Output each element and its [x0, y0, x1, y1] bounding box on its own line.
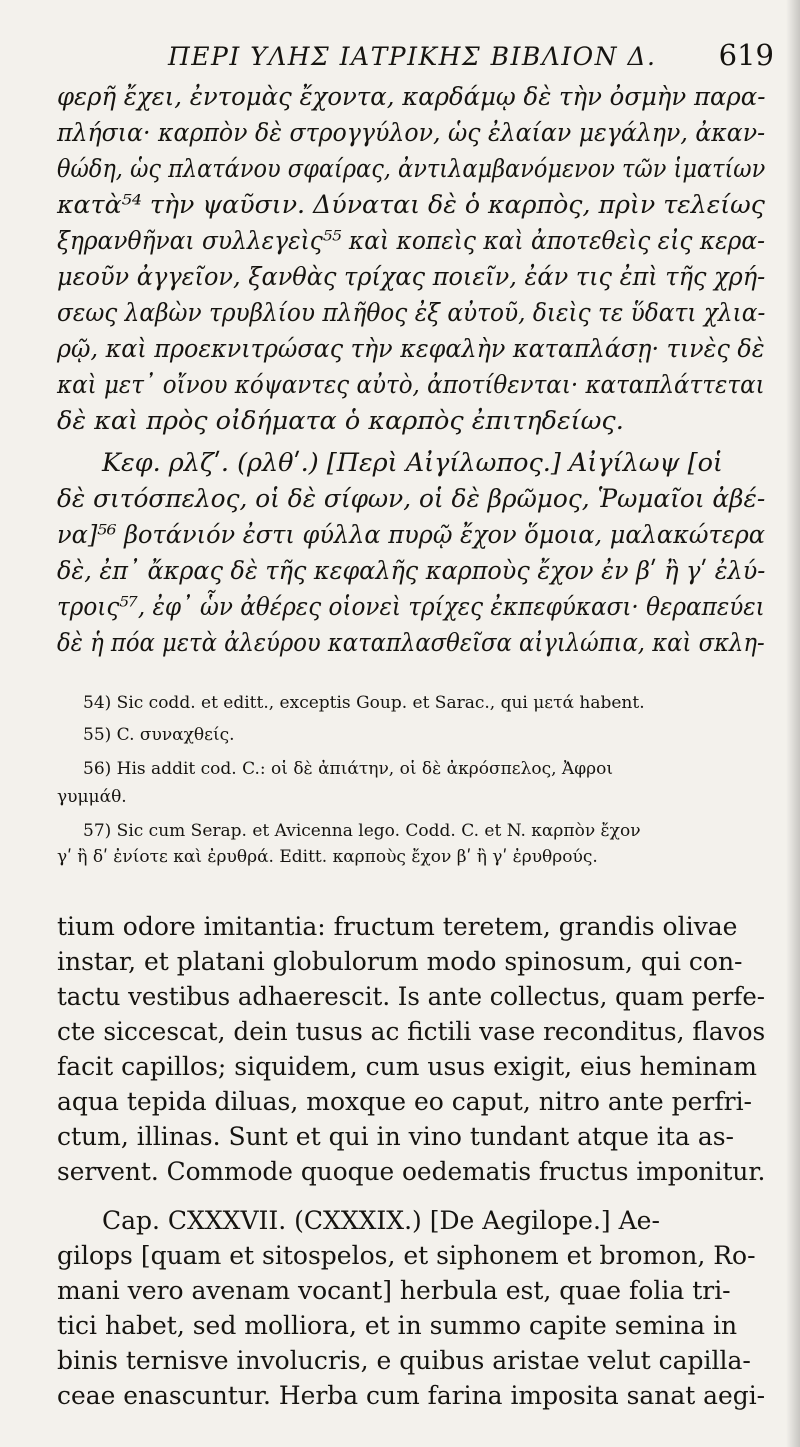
greek-line: ρῷ, καὶ προεκνιτρώσας τὴν κεφαλὴν καταπλάσῃ· τινὲς δὲ: [57, 334, 765, 364]
greek-line: δὲ καὶ πρὸς οἰδήματα ὁ καρπὸς ἐπιτηδείως.: [57, 406, 624, 436]
greek-line: πλήσια· καρπὸν δὲ στρογγύλον, ὡς ἐλαίαν μεγάλην, ἀκαν-: [57, 118, 766, 148]
greek-line: δὲ, ἐπ᾽ ἄκρας δὲ τῆς κεφαλῆς καρποὺς ἔχον ἐν βʹ ἢ γʹ ἐλύ-: [57, 556, 766, 586]
latin-line: binis ternisve involucris, e quibus aristae velut capilla-: [57, 1346, 751, 1375]
latin-line: gilops [quam et sitospelos, et siphonem et bromon, Ro-: [57, 1241, 756, 1270]
latin-line: ctum, illinas. Sunt et qui in vino tundant atque ita as-: [57, 1122, 735, 1151]
latin-line: tici habet, sed molliora, et in summo capite semina in: [57, 1311, 738, 1340]
page-edge-shadow: [786, 0, 800, 1447]
greek-line: τροις⁵⁷, ἐφ᾽ ὧν ἀθέρες οἱονεὶ τρίχες ἐκπεφύκασι· θεραπεύει: [57, 592, 765, 622]
footnote-55: 55) C. συναχθείς.: [83, 725, 235, 745]
greek-line: ξηρανθῆναι συλλεγεὶς⁵⁵ καὶ κοπεὶς καὶ ἀποτεθεὶς εἰς κερα-: [57, 226, 765, 256]
latin-line: cte siccescat, dein tusus ac fictili vase reconditus, flavos: [57, 1017, 766, 1046]
latin-line: facit capillos; siquidem, cum usus exigit, eius heminam: [57, 1052, 757, 1081]
footnote-54: 54) Sic codd. et editt., exceptis Goup. et Sarac., qui μετά habent.: [83, 693, 645, 713]
footnote-56-continued: γυμμάθ.: [57, 787, 127, 807]
greek-line: σεως λαβὼν τρυβλίου πλῆθος ἐξ αὐτοῦ, διεὶς τε ὕδατι χλια-: [57, 298, 766, 328]
greek-line: κατὰ⁵⁴ τὴν ψαῦσιν. Δύναται δὲ ὁ καρπὸς, πρὶν τελείως: [57, 190, 765, 220]
latin-line: aqua tepida diluas, moxque eo caput, nitro ante perfri-: [57, 1087, 753, 1116]
page-number: 619: [718, 38, 774, 72]
greek-line: να]⁵⁶ βοτάνιόν ἐστι φύλλα πυρῷ ἔχον ὅμοια, μαλακώτερα: [57, 520, 766, 550]
greek-line: δὲ ἡ πόα μετὰ ἀλεύρου καταπλασθεῖσα αἰγιλώπια, καὶ σκλη-: [57, 628, 765, 658]
latin-line: tactu vestibus adhaerescit. Is ante collectus, quam perfe-: [57, 982, 766, 1011]
latin-line: tium odore imitantia: fructum teretem, grandis olivae: [57, 912, 738, 941]
footnote-56: 56) His addit cod. C.: οἱ δὲ ἀπιάτην, οἱ δὲ ἀκρόσπελος, Ἀφροι: [83, 759, 614, 779]
greek-chapter-heading-line: Κεφ. ρλζʹ. (ρλθʹ.) [Περὶ Αἰγίλωπος.] Αἰγίλωψ [οἱ: [102, 448, 723, 478]
latin-chapter-heading-line: Cap. CXXXVII. (CXXXIX.) [De Aegilope.] Ae-: [102, 1206, 660, 1235]
page-header: [168, 38, 778, 88]
running-title: ΠΕΡΙ ΥΛΗΣ ΙΑΤΡΙΚΗΣ ΒΙΒΛΙΟΝ Δ.: [168, 42, 657, 71]
latin-line: instar, et platani globulorum modo spinosum, qui con-: [57, 947, 743, 976]
greek-line: φερῆ ἔχει, ἐντομὰς ἔχοντα, καρδάμῳ δὲ τὴν ὀσμὴν παρα-: [57, 82, 766, 112]
latin-line: servent. Commode quoque oedematis fructus imponitur.: [57, 1157, 766, 1186]
greek-line: δὲ σιτόσπελος, οἱ δὲ σίφων, οἱ δὲ βρῶμος, Ῥωμαῖοι ἀβέ-: [57, 484, 766, 514]
greek-line: θώδη, ὡς πλατάνου σφαίρας, ἀντιλαμβανόμενον τῶν ἱματίων: [57, 154, 766, 184]
footnote-57-continued: γʹ ἢ δʹ ἐνίοτε καὶ ἐρυθρά. Editt. καρποὺς ἔχον βʹ ἢ γʹ ἐρυθρούς.: [57, 847, 598, 867]
latin-line: ceae enascuntur. Herba cum farina imposita sanat aegi-: [57, 1381, 766, 1410]
greek-line: μεοῦν ἀγγεῖον, ξανθὰς τρίχας ποιεῖν, ἐάν τις ἐπὶ τῆς χρή-: [57, 262, 766, 292]
greek-line: καὶ μετ᾽ οἴνου κόψαντες αὐτὸ, ἀποτίθενται· καταπλάττεται: [57, 370, 765, 400]
footnote-57: 57) Sic cum Serap. et Avicenna lego. Codd. C. et N. καρπὸν ἔχον: [83, 821, 641, 841]
latin-line: mani vero avenam vocant] herbula est, quae folia tri-: [57, 1276, 731, 1305]
